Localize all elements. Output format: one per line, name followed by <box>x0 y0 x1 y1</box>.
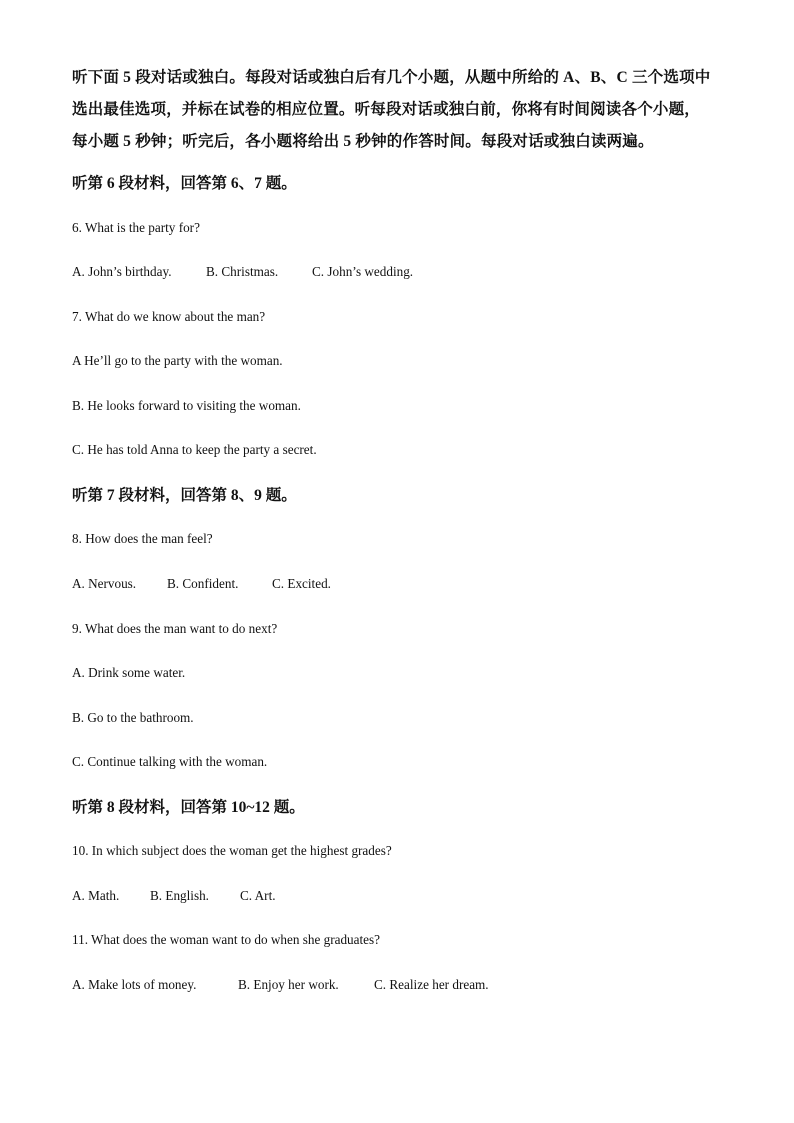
section-heading-7: 听第 7 段材料，回答第 8、9 题。 <box>72 487 297 504</box>
section-heading-8: 听第 8 段材料，回答第 10~12 题。 <box>72 799 305 816</box>
option-a: A. John’s birthday. <box>72 264 172 279</box>
option-b: B. Confident. <box>167 576 239 591</box>
option-b: B. English. <box>150 888 209 903</box>
listening-instructions <box>72 62 732 158</box>
question-6: 6. What is the party for? <box>72 220 200 235</box>
option-a: A. Drink some water. <box>72 665 186 680</box>
option-b: B. Go to the bathroom. <box>72 710 194 725</box>
option-c: C. Excited. <box>272 576 331 591</box>
section-heading-6: 听第 6 段材料，回答第 6、7 题。 <box>72 175 297 192</box>
instructions-line: 选出最佳选项，并标在试卷的相应位置。听每段对话或独白前，你将有时间阅读各个小题， <box>72 101 701 118</box>
option-c: C. Realize her dream. <box>374 977 489 992</box>
option-b: B. He looks forward to visiting the woman. <box>72 398 301 413</box>
option-c: C. Continue talking with the woman. <box>72 754 268 769</box>
option-c: C. Art. <box>240 888 276 903</box>
option-a: A. Make lots of money. <box>72 977 197 992</box>
question-7: 7. What do we know about the man? <box>72 309 266 324</box>
option-c: C. John’s wedding. <box>312 264 414 279</box>
option-b: B. Enjoy her work. <box>238 977 339 992</box>
question-8: 8. How does the man feel? <box>72 531 213 546</box>
option-a: A. Nervous. <box>72 576 137 591</box>
option-a: A. Math. <box>72 888 120 903</box>
option-a: A He’ll go to the party with the woman. <box>72 353 283 368</box>
question-9: 9. What does the man want to do next? <box>72 621 278 636</box>
option-b: B. Christmas. <box>206 264 279 279</box>
question-10: 10. In which subject does the woman get the highest grades? <box>72 843 392 858</box>
question-11: 11. What does the woman want to do when she graduates? <box>72 932 380 947</box>
instructions-line: 听下面 5 段对话或独白。每段对话或独白后有几个小题，从题中所给的 A、B、C 三个选项中 <box>72 69 711 86</box>
option-c: C. He has told Anna to keep the party a secret. <box>72 442 317 457</box>
instructions-line: 每小题 5 秒钟；听完后，各小题将给出 5 秒钟的作答时间。每段对话或独白读两遍。 <box>72 133 654 150</box>
